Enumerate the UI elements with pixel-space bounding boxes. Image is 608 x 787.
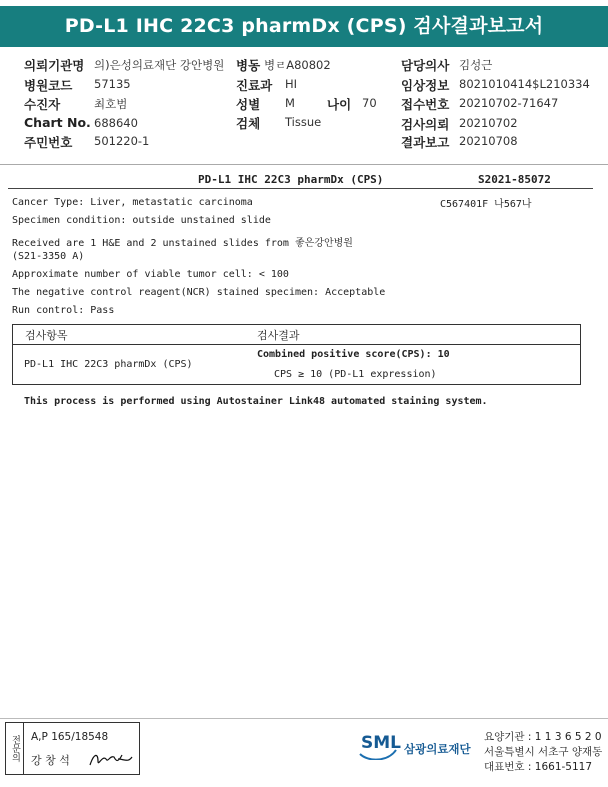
value-sex: M: [285, 96, 295, 110]
org-name: 삼광의료재단: [404, 742, 471, 756]
table-header-item: 검사항목: [25, 329, 68, 342]
divider: [0, 164, 608, 165]
value-result-report: 20210708: [459, 134, 518, 148]
side-code: C567401F 나567나: [440, 199, 532, 210]
value-hospital-code: 57135: [94, 77, 131, 91]
ap-number: A,P 165/18548: [31, 731, 109, 743]
table-header-rule: [13, 344, 580, 345]
label-doctor: 담당의사: [401, 58, 450, 73]
value-receipt-no: 20210702-71647: [459, 96, 559, 110]
label-clinical-info: 임상정보: [401, 78, 450, 93]
stamp-label: 전문의: [6, 723, 24, 774]
table-cell-result-score: Combined positive score(CPS): 10: [257, 349, 450, 360]
table-header-result: 검사결과: [257, 329, 300, 342]
table-cell-item: PD-L1 IHC 22C3 pharmDx (CPS): [24, 359, 193, 370]
value-ward: 병ㄹA80802: [264, 58, 331, 72]
report-line: Approximate number of viable tumor cell: < 100: [12, 269, 289, 280]
facility-code: 요양기관 : 1 1 3 6 5 2 0: [484, 731, 602, 743]
report-line: Specimen condition: outside unstained slide: [12, 215, 271, 226]
report-line: Run control: Pass: [12, 305, 115, 316]
org-phone: 대표번호 : 1661-5117: [484, 761, 593, 773]
signature-icon: [88, 749, 134, 769]
value-requesting-org: 의)은성의료재단 강안병원: [94, 58, 225, 72]
value-chart-no: 688640: [94, 116, 138, 130]
value-specimen: Tissue: [285, 115, 322, 129]
value-department: HI: [285, 77, 298, 91]
doctor-name: 강 창 석: [31, 754, 70, 767]
report-line: (S21-3350 A): [12, 251, 85, 262]
label-result-report: 결과보고: [401, 135, 450, 150]
footer-divider: [0, 718, 608, 719]
value-patient-name: 최호범: [94, 97, 128, 111]
report-title: PD-L1 IHC 22C3 pharmDx (CPS) 검사결과보고서: [0, 6, 608, 47]
report-header-rule: [8, 188, 593, 189]
label-chart-no: Chart No.: [24, 115, 91, 130]
label-patient-name: 수진자: [24, 97, 61, 112]
label-ward: 병동: [236, 58, 261, 73]
value-test-request: 20210702: [459, 116, 518, 130]
sml-logo-text: SML: [361, 733, 401, 753]
label-requesting-org: 의뢰기관명: [24, 58, 85, 73]
label-department: 진료과: [236, 78, 273, 93]
label-resident-no: 주민번호: [24, 135, 73, 150]
process-note: This process is performed using Autostainer Link48 automated staining system.: [24, 396, 488, 407]
label-sex: 성별: [236, 97, 261, 112]
report-line: The negative control reagent(NCR) stained specimen: Acceptable: [12, 287, 386, 298]
label-hospital-code: 병원코드: [24, 78, 73, 93]
label-test-request: 검사의뢰: [401, 117, 450, 132]
report-line: Received are 1 H&E and 2 unstained slides from 좋은강안병원: [12, 238, 353, 249]
value-resident-no: 501220-1: [94, 134, 150, 148]
signature-stamp: [5, 722, 140, 775]
value-clinical-info: 8021010414$L210334: [459, 77, 590, 91]
report-test-name: PD-L1 IHC 22C3 pharmDx (CPS): [198, 173, 384, 186]
org-address: 서울특별시 서초구 양재동: [484, 746, 603, 758]
value-doctor: 김성근: [459, 58, 493, 72]
label-receipt-no: 접수번호: [401, 97, 450, 112]
value-age: 70: [362, 96, 377, 110]
result-table: [12, 324, 581, 385]
table-cell-result-expression: CPS ≥ 10 (PD-L1 expression): [274, 369, 437, 380]
label-age: 나이: [327, 97, 352, 112]
report-line: Cancer Type: Liver, metastatic carcinoma: [12, 197, 253, 208]
label-specimen: 검체: [236, 116, 261, 131]
report-number: S2021-85072: [478, 173, 551, 186]
